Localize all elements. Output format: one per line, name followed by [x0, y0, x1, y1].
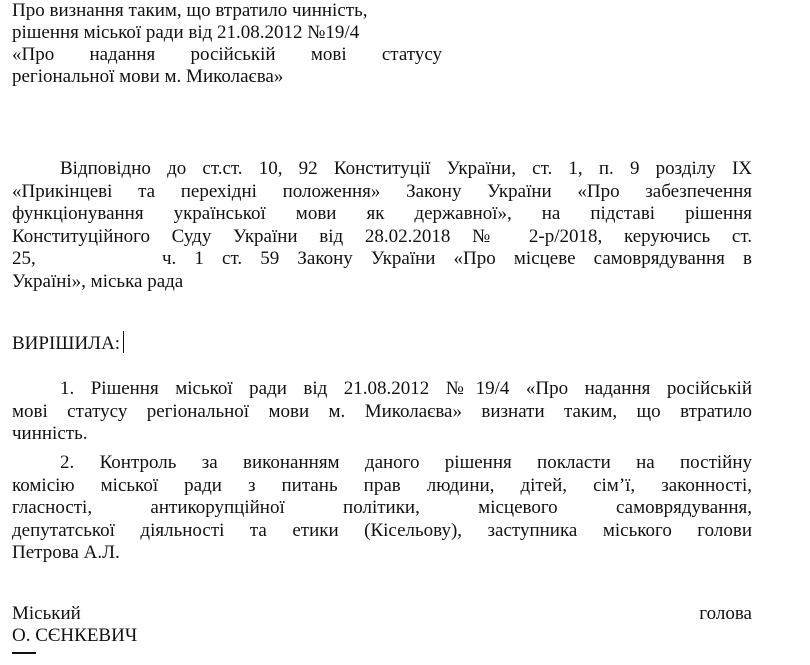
decided-text: ВИРІШИЛА:: [12, 333, 121, 354]
item-line: Петрова А.Л.: [12, 542, 120, 563]
item-line: комісію міської ради з питань прав людини, дітей, сім’ї, законності,: [12, 474, 752, 496]
item-line: мові статусу регіональної мови м. Миколаєва» визнати таким, що втратило: [12, 400, 752, 422]
text-cursor: [123, 331, 124, 353]
title-line-3: «Про надання російській мові статусу: [12, 44, 442, 65]
preamble-line: Відповідно до ст.ст. 10, 92 Конституції України, ст. 1, п. 9 розділу IX: [60, 158, 752, 179]
title-line-2: рішення міської ради від 21.08.2012 №19/4: [12, 22, 360, 43]
item-line: 1. Рішення міської ради від 21.08.2012 №19/4 «Про надання російській: [60, 378, 752, 399]
signature-left: Міський: [12, 603, 81, 624]
title-line-4: регіональної мови м. Миколаєва»: [12, 66, 284, 87]
signature-block: [12, 603, 752, 647]
signature-title-row: [12, 603, 752, 625]
item-line: 2. Контроль за виконанням даного рішення покласти на постійну: [60, 452, 752, 473]
preamble-line-right: ч. 1 ст. 59 Закону України «Про місцеве самоврядування в: [162, 248, 752, 269]
signatory-name: О. СЄНКЕВИЧ: [12, 625, 138, 646]
title-line-1: Про визнання таким, що втратило чинність,: [12, 0, 368, 21]
document-title: [12, 0, 452, 88]
preamble-line: Конституційного Суду України від 28.02.2018 № 2-р/2018, керуючись ст.: [12, 225, 752, 247]
signature-right: голова: [699, 603, 752, 624]
preamble-line: [12, 248, 752, 271]
item-line: чинність.: [12, 423, 88, 444]
decision-item-1: [12, 378, 752, 446]
decided-heading[interactable]: [12, 331, 124, 355]
item-line: гласності, антикорупційної політики, місцевого самоврядування,: [12, 497, 752, 518]
underline-mark: [12, 652, 36, 654]
item-line: депутатської діяльності та етики (Кісельову), заступника міського голови: [12, 519, 752, 541]
preamble-line: функціонування української мови як державної», на підставі рішення: [12, 203, 752, 224]
preamble-line: «Прикінцеві та перехідні положення» Закону України «Про забезпечення: [12, 180, 752, 202]
preamble-paragraph: [12, 158, 752, 293]
preamble-line-left: 25,: [12, 248, 36, 269]
decision-item-2: [12, 452, 752, 565]
preamble-line: Україні», міська рада: [12, 270, 184, 292]
